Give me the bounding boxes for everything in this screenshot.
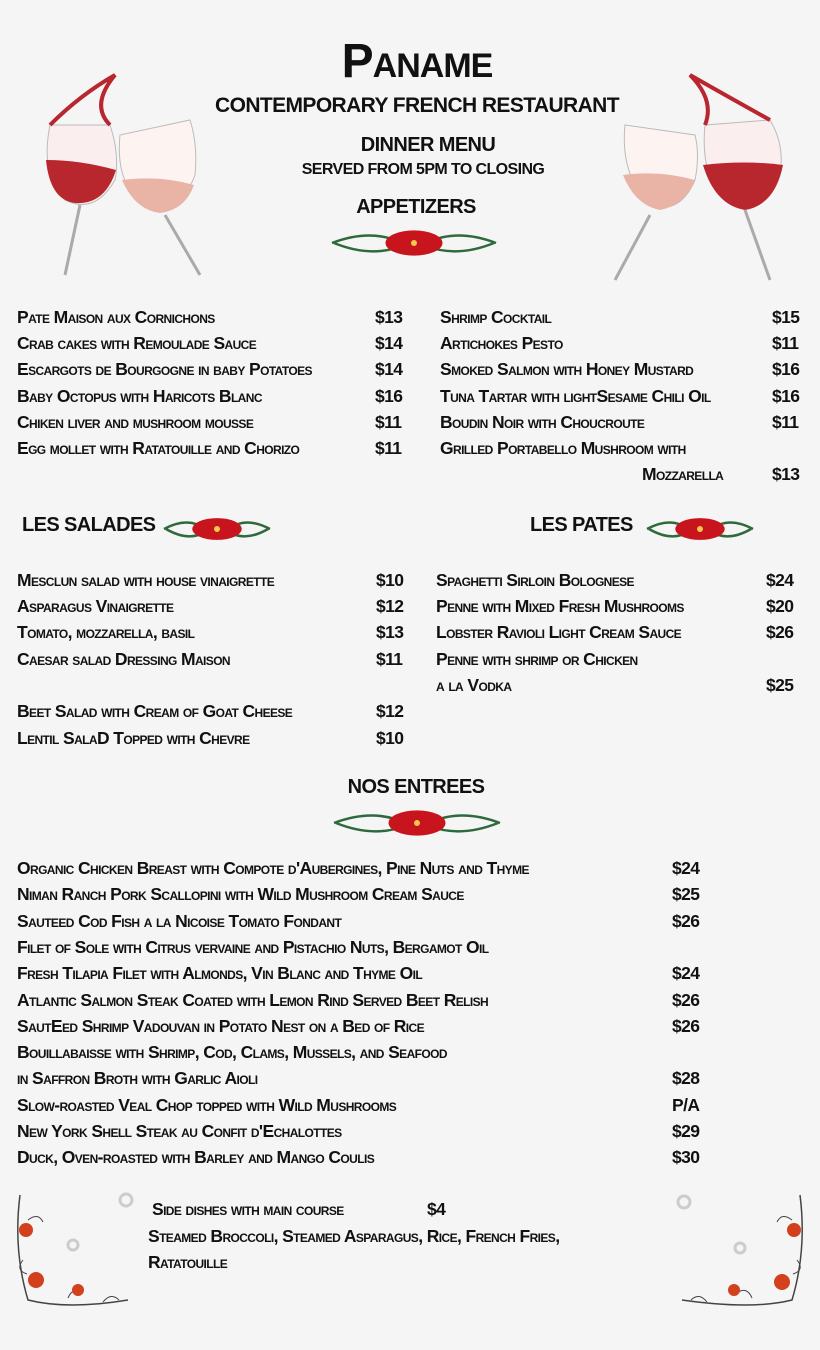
menu-item-price: $11 xyxy=(772,411,799,432)
menu-item-name: Tomato, mozzarella, basil xyxy=(17,622,195,643)
menu-item-name: SautEed Shrimp Vadouvan in Potato Nest on a Bed of Rice xyxy=(17,1015,425,1036)
menu-item xyxy=(440,409,799,435)
menu-item-price: $13 xyxy=(375,307,403,327)
menu-item-price: P/A xyxy=(672,1094,700,1115)
menu-item-price: $16 xyxy=(772,359,800,380)
menu-item-price: $28 xyxy=(672,1068,700,1089)
menu-item xyxy=(436,646,638,672)
menu-item xyxy=(436,672,794,698)
menu-item-name: Slow-roasted Veal Chop topped with Wild Mushrooms xyxy=(17,1094,397,1115)
menu-item-price: $26 xyxy=(766,622,794,643)
menu-item-name: Caesar salad Dressing Maison xyxy=(17,648,230,669)
menu-item-price: $12 xyxy=(376,596,404,617)
menu-item-price: $24 xyxy=(672,963,700,984)
menu-item xyxy=(440,383,800,409)
menu-item xyxy=(17,1144,700,1170)
floral-corner-left-image xyxy=(8,1190,138,1315)
floral-ornament xyxy=(330,808,504,838)
menu-item-name: Beet Salad with Cream of Goat Cheese xyxy=(17,701,293,722)
menu-item-price: $13 xyxy=(376,622,404,643)
menu-item xyxy=(17,1065,700,1091)
flower-icon xyxy=(643,516,757,542)
menu-item xyxy=(17,1013,700,1039)
pates-heading: LES PATES xyxy=(530,514,633,536)
menu-item-name: Smoked Salmon with Honey Mustard xyxy=(440,359,694,380)
side-dishes-list-line: Steamed Broccoli, Steamed Asparagus, Rice, French Fries, xyxy=(148,1226,560,1246)
menu-item xyxy=(17,356,403,382)
menu-item-name: New York Shell Steak au Confit d'Echalottes xyxy=(17,1121,342,1141)
menu-item xyxy=(17,1039,447,1065)
menu-item-name: Lobster Ravioli Light Cream Sauce xyxy=(436,622,682,643)
restaurant-name: Paname xyxy=(341,35,493,88)
menu-item-name: Lentil SalaD Topped with Chevre xyxy=(17,727,250,748)
menu-item xyxy=(17,330,403,356)
side-dishes-text: Side dishes with main course xyxy=(152,1199,344,1219)
menu-item-name: Boudin Noir with Choucroute xyxy=(440,411,645,432)
menu-item-name: Crab cakes with Remoulade Sauce xyxy=(17,333,257,354)
menu-item xyxy=(17,593,404,619)
menu-item-price: $16 xyxy=(375,385,403,406)
menu-item-price: $11 xyxy=(772,333,799,354)
menu-item-name: Penne with Mixed Fresh Mushrooms xyxy=(436,596,684,617)
menu-item xyxy=(17,646,403,672)
menu-item xyxy=(17,908,700,934)
menu-item-name: Mesclun salad with house vinaigrette xyxy=(17,570,275,590)
menu-item-name: Atlantic Salmon Steak Coated with Lemon Rind Served Beet Relish xyxy=(17,989,489,1010)
menu-item-name: Escargots de Bourgogne in baby Potatoes xyxy=(17,359,312,380)
menu-item-name: Tuna Tartar with lightSesame Chili Oil xyxy=(440,385,711,406)
menu-item-name: Spaghetti Sirloin Bolognese xyxy=(436,570,634,590)
menu-item xyxy=(17,960,700,986)
menu-item-price: $10 xyxy=(376,727,404,748)
menu-item xyxy=(17,934,489,960)
menu-item-price: $29 xyxy=(672,1121,700,1141)
restaurant-subtitle: CONTEMPORARY FRENCH RESTAURANT xyxy=(215,94,619,117)
menu-item-name: Shrimp Cocktail xyxy=(440,307,552,327)
flower-icon xyxy=(160,516,274,542)
menu-item-name: Filet of Sole with Citrus vervaine and Pistachio Nuts, Bergamot Oil xyxy=(17,936,489,957)
menu-item xyxy=(17,987,700,1013)
menu-item-name: Niman Ranch Pork Scallopini with Wild Mushroom Cream Sauce xyxy=(17,884,464,905)
menu-item xyxy=(17,567,404,593)
menu-item-name: Artichokes Pesto xyxy=(440,333,563,354)
menu-item-price: $16 xyxy=(772,385,800,406)
floral-ornament xyxy=(643,516,757,542)
menu-item-name: Asparagus Vinaigrette xyxy=(17,596,174,617)
menu-item xyxy=(440,330,799,356)
menu-item xyxy=(436,593,794,619)
menu-item xyxy=(440,435,686,461)
menu-item-price: $24 xyxy=(766,570,794,590)
menu-item-name: Bouillabaisse with Shrimp, Cod, Clams, Mussels, and Seafood xyxy=(17,1042,447,1063)
floral-corner-right-image xyxy=(672,1190,812,1315)
menu-item-price: $25 xyxy=(672,884,700,905)
menu-name: DINNER MENU xyxy=(360,134,496,156)
menu-item xyxy=(17,881,700,907)
side-dishes-list-line: Ratatouille xyxy=(148,1252,228,1272)
appetizers-heading: APPETIZERS xyxy=(356,196,476,218)
menu-item xyxy=(436,567,794,593)
menu-item-price: $14 xyxy=(375,333,403,354)
menu-item-price: $24 xyxy=(672,858,700,878)
menu-item xyxy=(17,1092,700,1118)
menu-item xyxy=(17,409,402,435)
floral-ornament xyxy=(160,516,274,542)
menu-item-price: $26 xyxy=(672,989,700,1010)
menu-item-name: Grilled Portabello Mushroom with xyxy=(440,438,686,458)
menu-item xyxy=(642,461,800,487)
menu-item-price: $11 xyxy=(375,438,402,458)
menu-item-name: Pate Maison aux Cornichons xyxy=(17,307,215,327)
menu-item-name: Chiken liver and mushroom mousse xyxy=(17,411,254,432)
menu-item-price: $10 xyxy=(376,570,404,590)
menu-item-price: $13 xyxy=(772,464,800,485)
menu-item-name: Duck, Oven-roasted with Barley and Mango Coulis xyxy=(17,1147,375,1168)
side-dishes-price: $4 xyxy=(427,1199,446,1219)
menu-item-name: Mozzarella xyxy=(642,464,724,485)
menu-item-name: a la Vodka xyxy=(436,674,512,695)
menu-item-name: Penne with shrimp or Chicken xyxy=(436,648,638,669)
floral-ornament xyxy=(328,228,500,258)
menu-item-price: $15 xyxy=(772,307,800,327)
menu-item-price: $12 xyxy=(376,701,404,722)
menu-item-name: Egg mollet with Ratatouille and Chorizo xyxy=(17,438,300,458)
menu-item xyxy=(17,383,403,409)
menu-item-price: $26 xyxy=(672,910,700,931)
menu-item-price: $14 xyxy=(375,359,403,380)
menu-item xyxy=(17,435,402,461)
served-hours: SERVED FROM 5PM TO CLOSING xyxy=(301,161,545,178)
menu-item xyxy=(436,619,794,645)
menu-item-price: $30 xyxy=(672,1147,700,1168)
menu-item-price: $26 xyxy=(672,1015,700,1036)
menu-item-price: $20 xyxy=(766,596,794,617)
menu-item-price: $11 xyxy=(375,411,402,432)
flower-icon xyxy=(328,228,500,258)
menu-item xyxy=(17,698,404,724)
menu-item xyxy=(17,725,404,751)
entrees-heading: NOS ENTREES xyxy=(347,776,485,798)
menu-item-name: Fresh Tilapia Filet with Almonds, Vin Blanc and Thyme Oil xyxy=(17,963,423,984)
menu-item-name: Baby Octopus with Haricots Blanc xyxy=(17,385,262,406)
flower-icon xyxy=(330,808,504,838)
salades-heading: LES SALADES xyxy=(22,514,156,536)
menu-item xyxy=(440,356,800,382)
menu-item xyxy=(17,1118,700,1144)
menu-item-name: in Saffron Broth with Garlic Aioli xyxy=(17,1068,258,1089)
side-dishes-label xyxy=(152,1196,446,1222)
menu-item-price: $25 xyxy=(766,674,794,695)
menu-item-name: Organic Chicken Breast with Compote d'Aubergines, Pine Nuts and Thyme xyxy=(17,858,529,878)
menu-item xyxy=(440,304,800,330)
menu-item xyxy=(17,855,700,881)
menu-item xyxy=(17,619,404,645)
menu-item-name: Sauteed Cod Fish a la Nicoise Tomato Fondant xyxy=(17,910,342,931)
menu-item xyxy=(17,304,403,330)
menu-item-price: $11 xyxy=(376,648,403,669)
